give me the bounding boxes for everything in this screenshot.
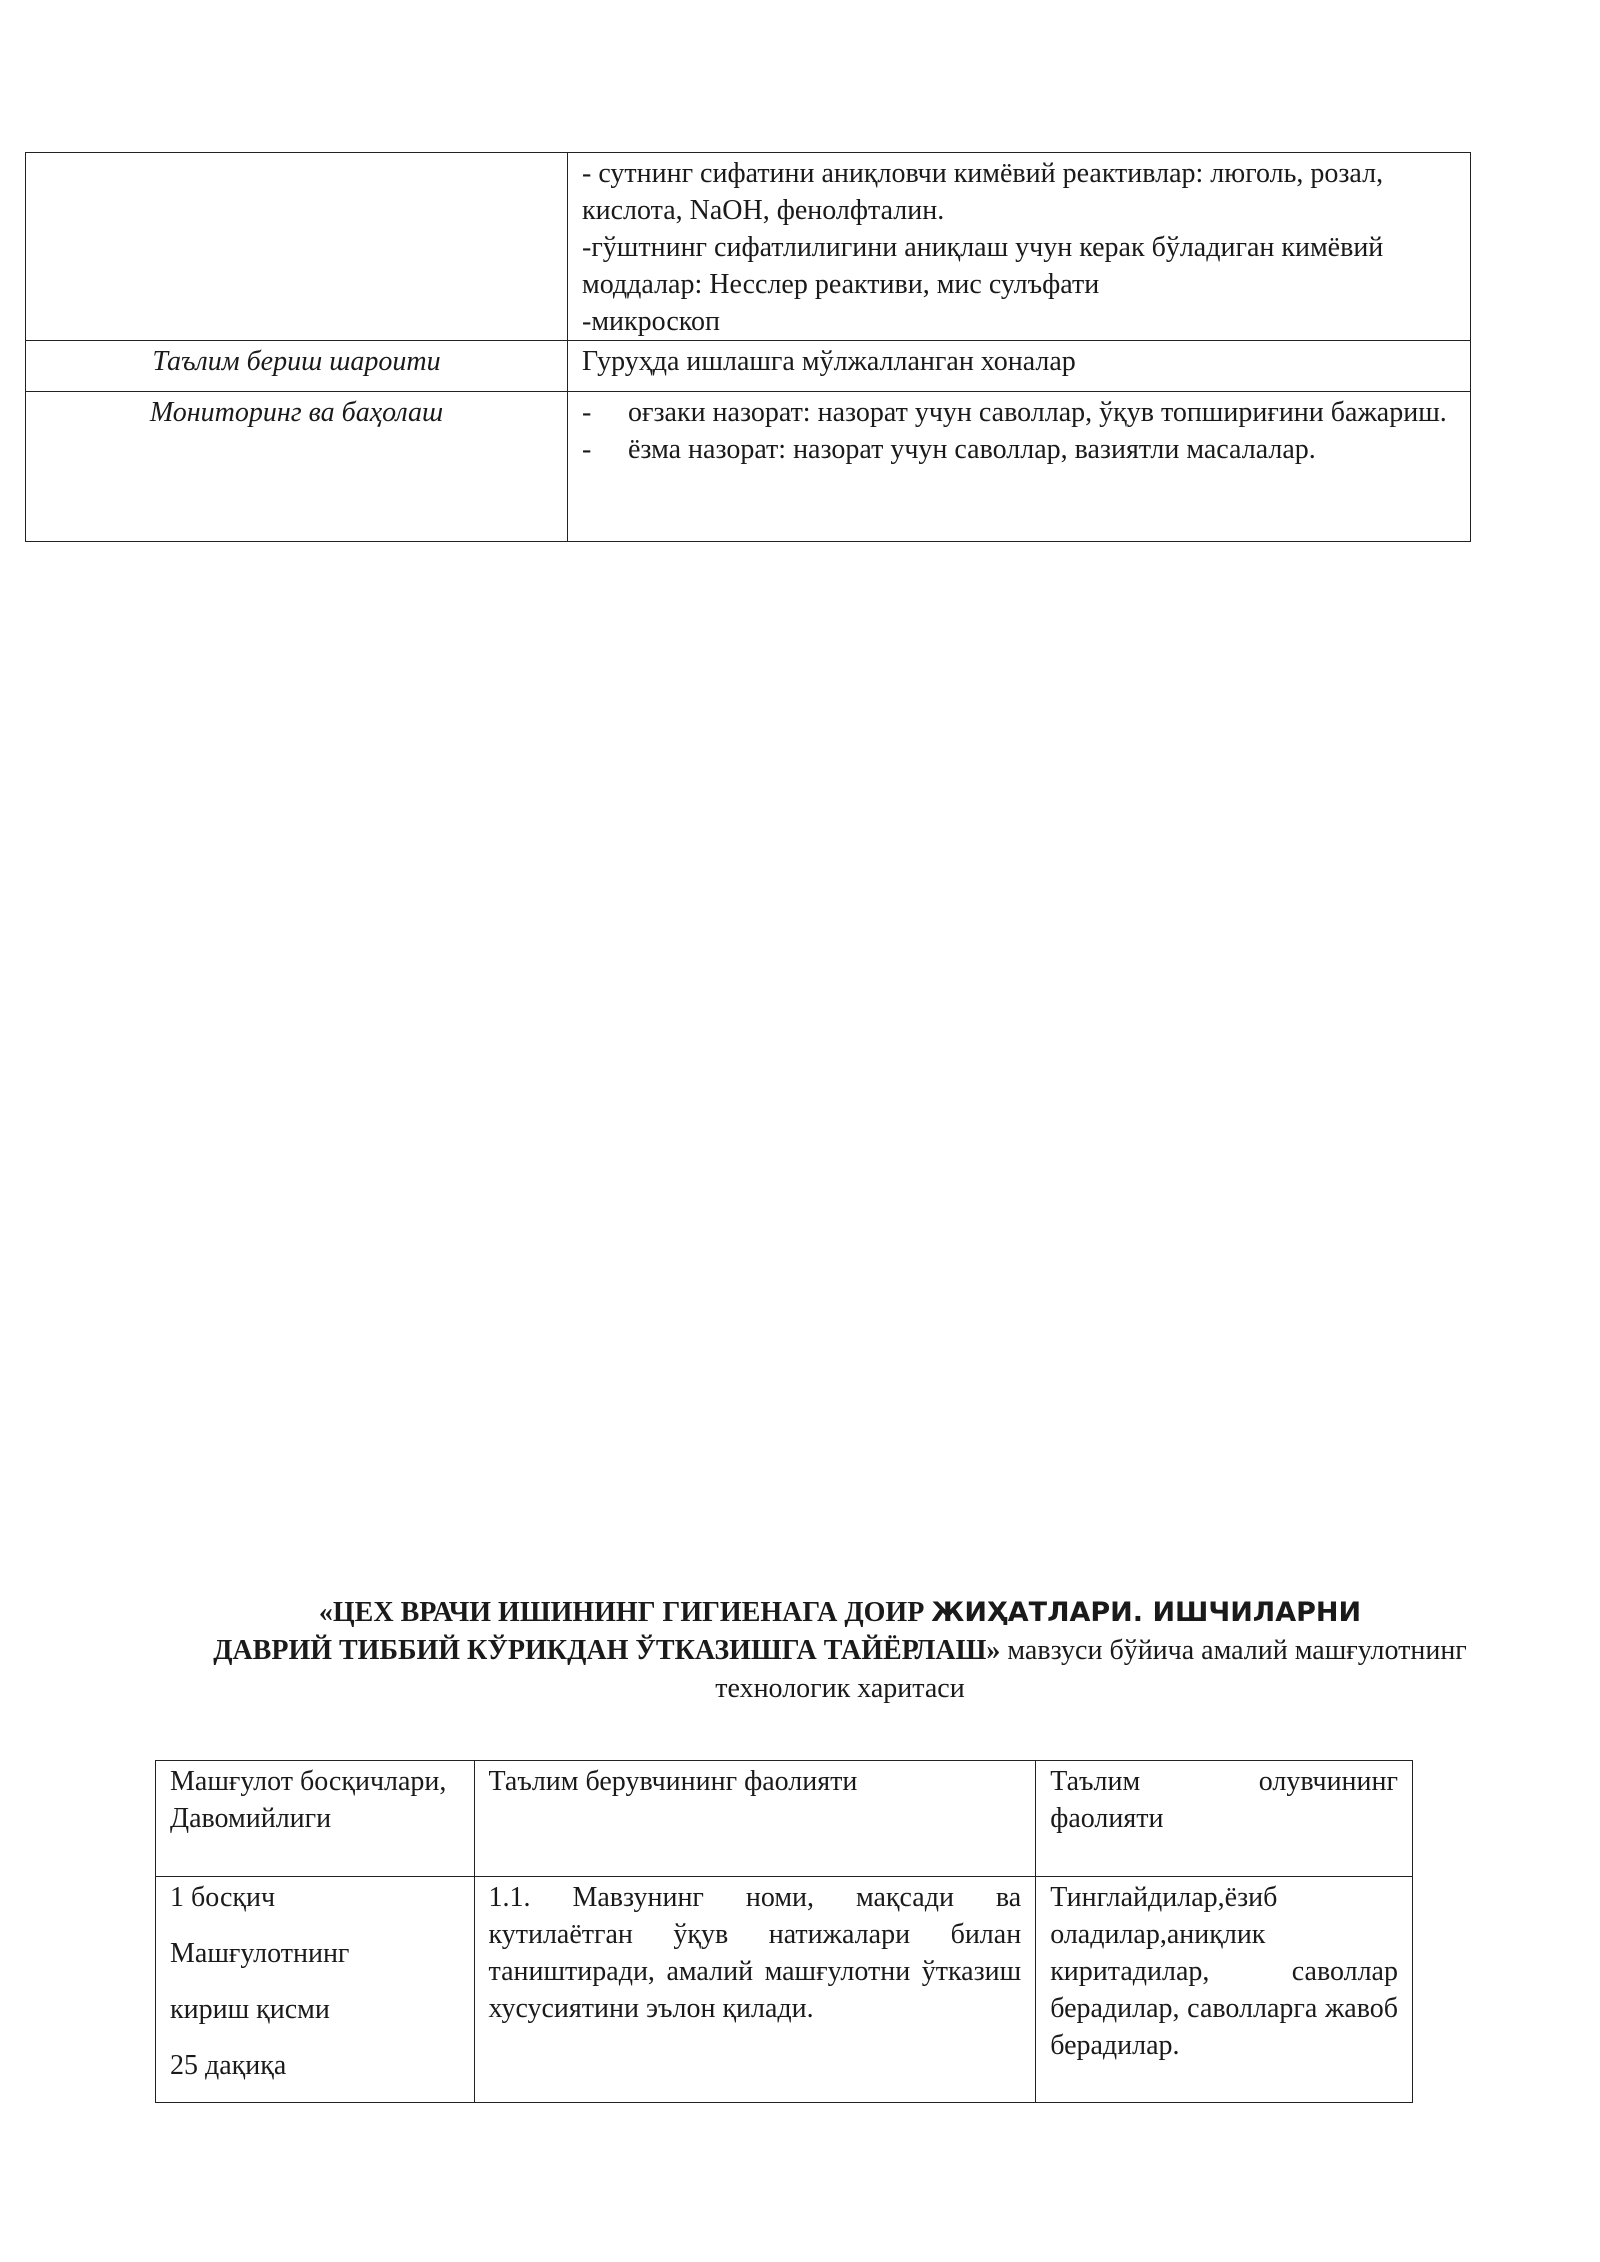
stage-name-2: кириш қисми — [170, 1994, 330, 2025]
monitoring-cell — [568, 392, 1471, 542]
heading-normal: мавзуси бўйича амалий машғулотнинг технологик харитаси — [715, 1635, 1467, 1704]
stage-number: 1 босқич — [170, 1882, 276, 1913]
table-row — [26, 392, 1471, 542]
teacher-activity: 1.1. Мавзунинг номи, мақсади ва кутилаётган ўқув натижалари билан таништиради, амалий машғулотни ўтказиш хусусиятини эълон қилади. — [474, 1877, 1036, 2103]
header-student-word1: Таълим — [1050, 1766, 1141, 1797]
conditions-value: Гуруҳда ишлашга мўлжалланган хоналар — [568, 341, 1471, 392]
header-student — [1036, 1761, 1413, 1877]
table-header-row — [156, 1761, 1413, 1877]
reagents-line: - сутнинг сифатини аниқловчи кимёвий реактивлар: люголь, розал, кислота, NaOH, фенолфталин. — [582, 158, 1384, 226]
reagents-cell — [568, 153, 1471, 341]
list-dash: - — [582, 397, 592, 428]
row-label-monitoring: Мониторинг ва баҳолаш — [26, 392, 568, 542]
table-row — [26, 341, 1471, 392]
technology-map-table — [155, 1760, 1413, 2103]
reagents-line: -гўштнинг сифатлилигини аниқлаш учун керак бўладиган кимёвий моддалар: Несслер реактиви, мис сулъфати — [582, 232, 1384, 300]
stage-name-1: Машғулотнинг — [170, 1938, 350, 1969]
header-student-line1 — [1050, 1763, 1398, 1800]
header-student-word2: олувчининг — [1258, 1766, 1398, 1797]
header-stages: Машғулот босқичлари, Давомийлиги — [156, 1761, 475, 1877]
table-row — [156, 1877, 1413, 2103]
document-heading — [150, 1594, 1530, 1708]
list-item — [582, 431, 1456, 468]
row-label-empty — [26, 153, 568, 341]
student-activity: Тинглайдилар,ёзиб оладилар,аниқлик киритадилар, саволлар берадилар, саволларга жавоб берадилар. — [1036, 1877, 1413, 2103]
row-label-conditions: Таълим бериш шароити — [26, 341, 568, 392]
stage-cell — [156, 1877, 475, 2103]
header-student-word3: фаолияти — [1050, 1803, 1164, 1834]
heading-bold-3: ДАВРИЙ ТИББИЙ КЎРИКДАН ЎТКАЗИШГА ТАЙЁРЛАШ» — [213, 1635, 1001, 1666]
reagents-line: -микроскоп — [582, 306, 720, 337]
resources-table — [25, 152, 1471, 542]
list-dash: - — [582, 434, 592, 465]
list-item — [582, 394, 1456, 431]
heading-bold-1: «ЦЕХ ВРАЧИ ИШИНИНГ ГИГИЕНАГА ДОИР — [318, 1597, 932, 1628]
header-teacher: Таълим берувчининг фаолияти — [474, 1761, 1036, 1877]
stage-duration: 25 дақиқа — [170, 2050, 287, 2081]
table-row — [26, 153, 1471, 341]
heading-bold-2: ЖИҲАТЛАРИ. ИШЧИЛАРНИ — [931, 1597, 1362, 1628]
monitoring-oral: оғзаки назорат: назорат учун саволлар, ўқув топшириғини бажариш. — [628, 397, 1447, 428]
monitoring-written: ёзма назорат: назорат учун саволлар, вазиятли масалалар. — [628, 434, 1316, 465]
